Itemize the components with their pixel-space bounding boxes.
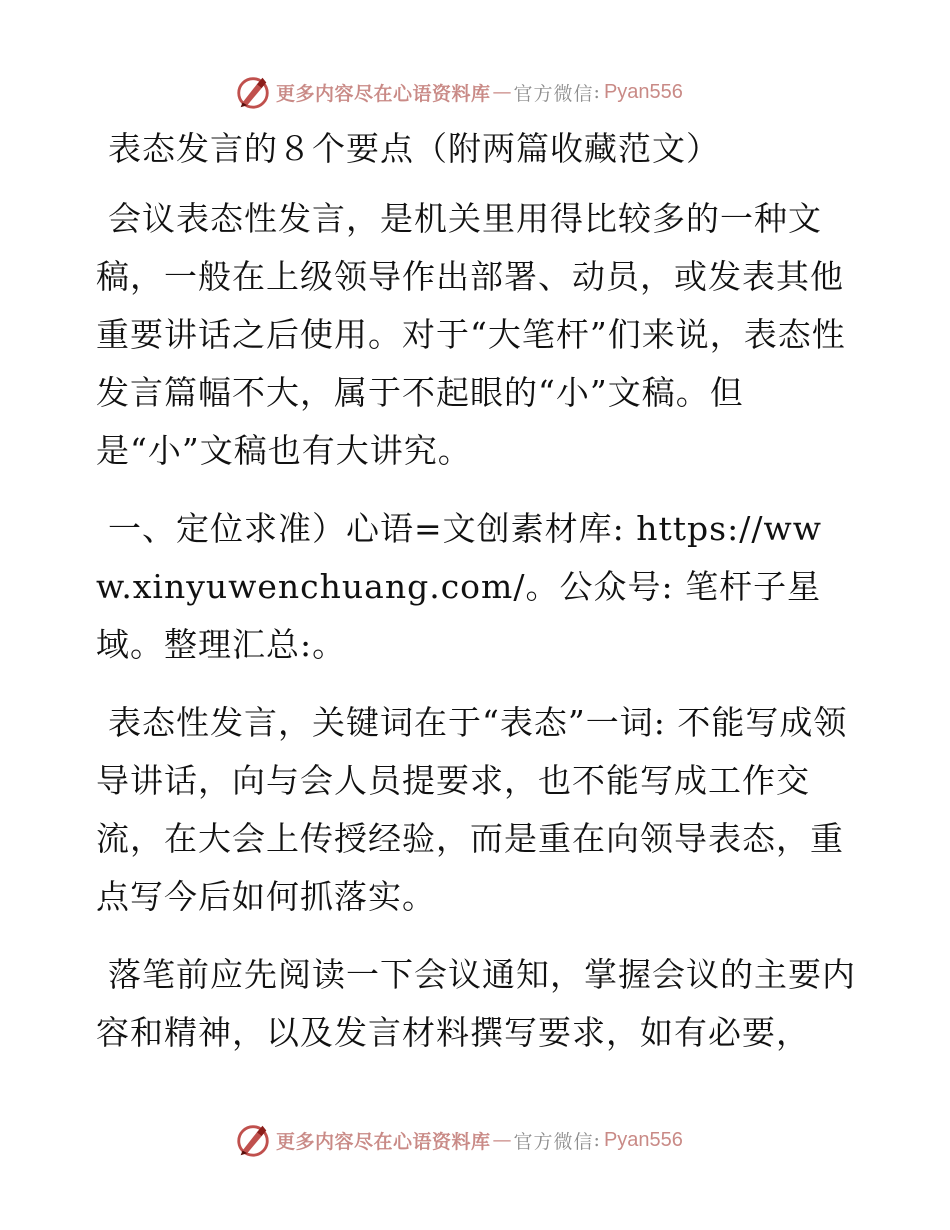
footer-wechat-id: Pyan556: [603, 1128, 683, 1151]
footer-brand-text: 更多内容尽在心语资料库: [276, 1130, 491, 1153]
header-wechat-id: Pyan556: [603, 80, 683, 103]
header-label: 官方微信: [513, 82, 594, 105]
footer-separator: —: [492, 1129, 512, 1151]
header-colon: :: [593, 81, 600, 103]
footer-banner: [234, 1118, 714, 1162]
footer-colon: :: [593, 1129, 600, 1151]
paragraph-keyword: 表态性发言，关键词在于“表态”一词: 不能写成领导讲话，向与会人员提要求，也不能写成工作交流，在大会上传授经验，而是重在向领导表态，重点写今后如何抓落实。: [96, 703, 848, 916]
document-body: [96, 126, 856, 1082]
brush-pen-logo-icon: [234, 73, 272, 111]
document-title: 表态发言的８个要点（附两篇收藏范文）: [108, 129, 720, 168]
paragraph-section-one: 一、定位求准）心语=文创素材库: https://www.xinyuwenchuang.com/。公众号: 笔杆子星域。整理汇总:。: [96, 509, 822, 664]
header-separator: —: [492, 81, 512, 103]
footer-label: 官方微信: [513, 1130, 594, 1153]
paragraph-intro: 会议表态性发言，是机关里用得比较多的一种文稿，一般在上级领导作出部署、动员，或发表其他重要讲话之后使用。对于“大笔杆”们来说，表态性发言篇幅不大，属于不起眼的“小”文稿。但是“小”文稿也有大讲究。: [96, 199, 846, 470]
paragraph-preparation: 落笔前应先阅读一下会议通知，掌握会议的主要内容和精神，以及发言材料撰写要求，如有必要，: [96, 955, 856, 1052]
brush-pen-logo-icon: [234, 1121, 272, 1159]
header-brand-text: 更多内容尽在心语资料库: [276, 82, 491, 105]
header-banner: [234, 70, 714, 114]
